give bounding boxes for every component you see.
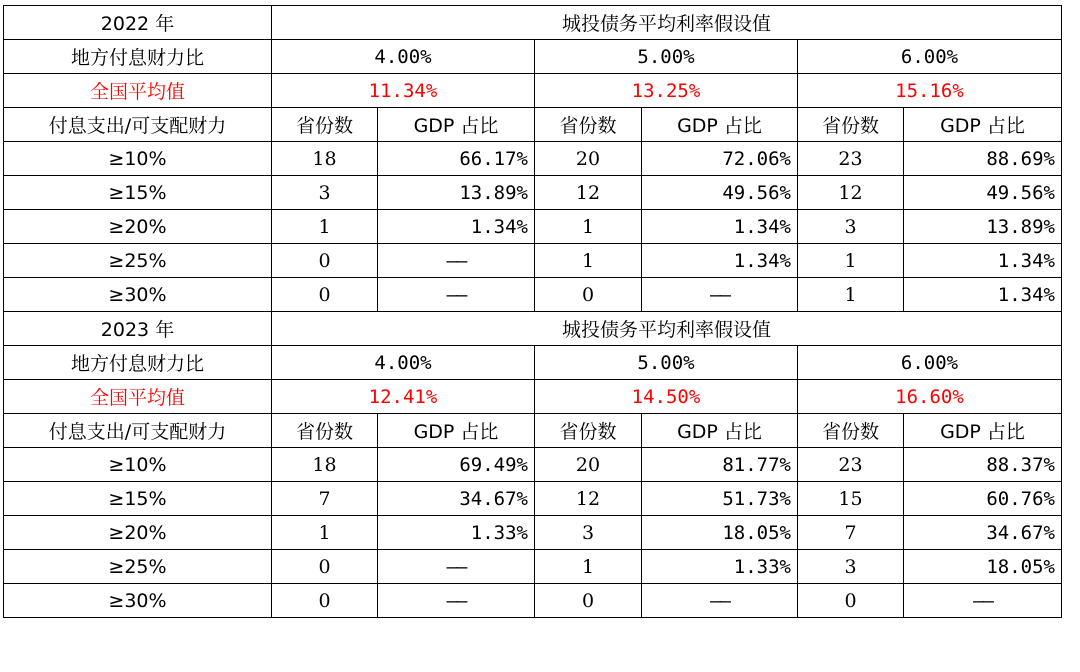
- province-count-cell: 3: [272, 176, 378, 210]
- province-count-cell: 7: [798, 516, 904, 550]
- year-label: 2022 年: [4, 6, 272, 40]
- column-header-row: [4, 414, 1062, 448]
- gdp-share-cell: 51.73%: [642, 482, 798, 516]
- column-header-count: 省份数: [535, 414, 642, 448]
- gdp-share-cell: 13.89%: [904, 210, 1062, 244]
- province-count-cell: 12: [535, 176, 642, 210]
- province-count-cell: 0: [535, 278, 642, 312]
- rate-row: [4, 346, 1062, 380]
- section-header-row: [4, 6, 1062, 40]
- rate-header: 4.00%: [272, 40, 535, 74]
- province-count-cell: 1: [535, 244, 642, 278]
- province-count-cell: 20: [535, 142, 642, 176]
- assumption-title: 城投债务平均利率假设值: [272, 312, 1062, 346]
- column-header-count: 省份数: [272, 414, 378, 448]
- province-count-cell: 12: [535, 482, 642, 516]
- table-row: [4, 550, 1062, 584]
- national-average-value: 13.25%: [535, 74, 798, 108]
- province-count-cell: 3: [798, 550, 904, 584]
- gdp-share-cell: 1.33%: [642, 550, 798, 584]
- gdp-share-cell: 81.77%: [642, 448, 798, 482]
- column-header-count: 省份数: [798, 108, 904, 142]
- province-count-cell: 0: [798, 584, 904, 618]
- table-row: [4, 516, 1062, 550]
- gdp-share-cell: 60.76%: [904, 482, 1062, 516]
- row-label: 地方付息财力比: [4, 346, 272, 380]
- province-count-cell: 0: [535, 584, 642, 618]
- interest-burden-table: [3, 5, 1062, 618]
- threshold-label: ≥15%: [4, 482, 272, 516]
- table-row: [4, 244, 1062, 278]
- rate-header: 5.00%: [535, 346, 798, 380]
- province-count-cell: 0: [272, 584, 378, 618]
- province-count-cell: 20: [535, 448, 642, 482]
- rate-header: 5.00%: [535, 40, 798, 74]
- gdp-share-cell: 1.34%: [378, 210, 535, 244]
- national-average-value: 14.50%: [535, 380, 798, 414]
- threshold-label: ≥20%: [4, 516, 272, 550]
- gdp-share-cell: ——: [904, 584, 1062, 618]
- row-label: 地方付息财力比: [4, 40, 272, 74]
- gdp-share-cell: ——: [378, 278, 535, 312]
- gdp-share-cell: 18.05%: [642, 516, 798, 550]
- threshold-label: ≥30%: [4, 584, 272, 618]
- national-average-row: [4, 380, 1062, 414]
- table-row: [4, 448, 1062, 482]
- column-header-gdp: GDP 占比: [642, 414, 798, 448]
- gdp-share-cell: ——: [378, 550, 535, 584]
- gdp-share-cell: 69.49%: [378, 448, 535, 482]
- column-header-row: [4, 108, 1062, 142]
- column-header-count: 省份数: [798, 414, 904, 448]
- threshold-label: ≥30%: [4, 278, 272, 312]
- province-count-cell: 15: [798, 482, 904, 516]
- province-count-cell: 1: [272, 516, 378, 550]
- gdp-share-cell: 1.34%: [904, 278, 1062, 312]
- table-row: [4, 278, 1062, 312]
- national-average-label: 全国平均值: [4, 380, 272, 414]
- province-count-cell: 12: [798, 176, 904, 210]
- column-header-count: 省份数: [535, 108, 642, 142]
- gdp-share-cell: 1.34%: [904, 244, 1062, 278]
- column-header-gdp: GDP 占比: [904, 414, 1062, 448]
- province-count-cell: 0: [272, 244, 378, 278]
- threshold-label: ≥10%: [4, 448, 272, 482]
- gdp-share-cell: 34.67%: [378, 482, 535, 516]
- gdp-share-cell: 72.06%: [642, 142, 798, 176]
- gdp-share-cell: 13.89%: [378, 176, 535, 210]
- national-average-value: 12.41%: [272, 380, 535, 414]
- gdp-share-cell: 88.37%: [904, 448, 1062, 482]
- province-count-cell: 0: [272, 550, 378, 584]
- ratio-label: 付息支出/可支配财力: [4, 414, 272, 448]
- province-count-cell: 23: [798, 448, 904, 482]
- threshold-label: ≥25%: [4, 244, 272, 278]
- province-count-cell: 1: [798, 244, 904, 278]
- threshold-label: ≥20%: [4, 210, 272, 244]
- gdp-share-cell: ——: [642, 584, 798, 618]
- threshold-label: ≥25%: [4, 550, 272, 584]
- rate-header: 6.00%: [798, 346, 1062, 380]
- gdp-share-cell: 1.34%: [642, 244, 798, 278]
- year-label: 2023 年: [4, 312, 272, 346]
- province-count-cell: 23: [798, 142, 904, 176]
- gdp-share-cell: 1.33%: [378, 516, 535, 550]
- province-count-cell: 1: [798, 278, 904, 312]
- national-average-label: 全国平均值: [4, 74, 272, 108]
- table-row: [4, 584, 1062, 618]
- province-count-cell: 7: [272, 482, 378, 516]
- gdp-share-cell: 66.17%: [378, 142, 535, 176]
- column-header-gdp: GDP 占比: [642, 108, 798, 142]
- ratio-label: 付息支出/可支配财力: [4, 108, 272, 142]
- threshold-label: ≥10%: [4, 142, 272, 176]
- national-average-value: 11.34%: [272, 74, 535, 108]
- province-count-cell: 0: [272, 278, 378, 312]
- province-count-cell: 1: [535, 550, 642, 584]
- table-row: [4, 210, 1062, 244]
- gdp-share-cell: 18.05%: [904, 550, 1062, 584]
- province-count-cell: 3: [798, 210, 904, 244]
- assumption-title: 城投债务平均利率假设值: [272, 6, 1062, 40]
- gdp-share-cell: ——: [642, 278, 798, 312]
- column-header-gdp: GDP 占比: [378, 108, 535, 142]
- province-count-cell: 3: [535, 516, 642, 550]
- gdp-share-cell: ——: [378, 584, 535, 618]
- province-count-cell: 18: [272, 448, 378, 482]
- table-container: [3, 5, 1062, 618]
- national-average-row: [4, 74, 1062, 108]
- column-header-count: 省份数: [272, 108, 378, 142]
- rate-header: 6.00%: [798, 40, 1062, 74]
- national-average-value: 15.16%: [798, 74, 1062, 108]
- table-row: [4, 482, 1062, 516]
- gdp-share-cell: ——: [378, 244, 535, 278]
- table-row: [4, 176, 1062, 210]
- rate-row: [4, 40, 1062, 74]
- province-count-cell: 1: [272, 210, 378, 244]
- rate-header: 4.00%: [272, 346, 535, 380]
- threshold-label: ≥15%: [4, 176, 272, 210]
- province-count-cell: 18: [272, 142, 378, 176]
- column-header-gdp: GDP 占比: [904, 108, 1062, 142]
- table-row: [4, 142, 1062, 176]
- column-header-gdp: GDP 占比: [378, 414, 535, 448]
- gdp-share-cell: 49.56%: [904, 176, 1062, 210]
- section-header-row: [4, 312, 1062, 346]
- national-average-value: 16.60%: [798, 380, 1062, 414]
- gdp-share-cell: 88.69%: [904, 142, 1062, 176]
- gdp-share-cell: 1.34%: [642, 210, 798, 244]
- gdp-share-cell: 34.67%: [904, 516, 1062, 550]
- gdp-share-cell: 49.56%: [642, 176, 798, 210]
- province-count-cell: 1: [535, 210, 642, 244]
